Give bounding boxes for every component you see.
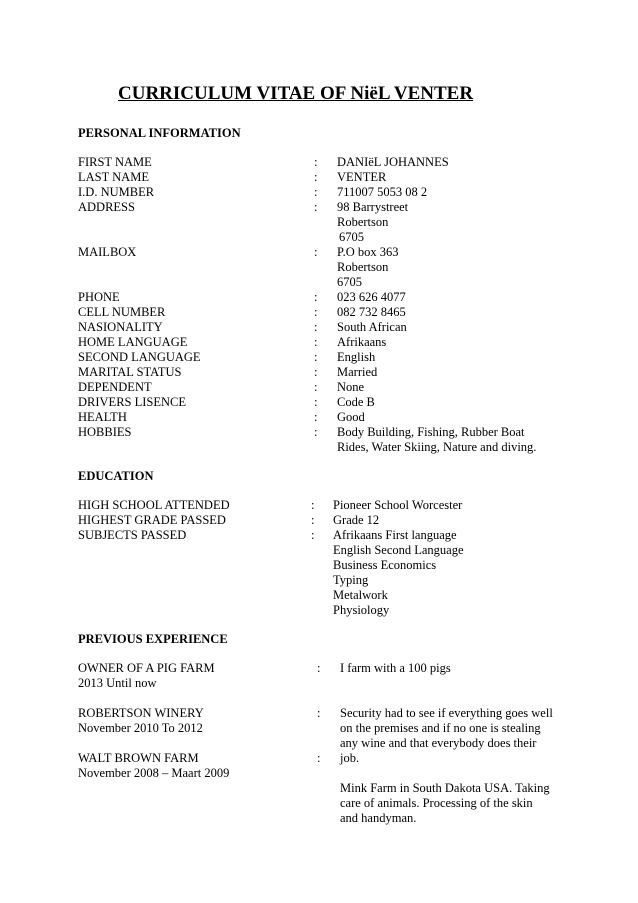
field-value: South African (337, 320, 407, 334)
field-value-continued: 6705 (339, 230, 364, 244)
field-value: Grade 12 (333, 513, 380, 527)
field-value: Afrikaans First language (333, 528, 457, 542)
field-colon: : (314, 365, 318, 379)
field-colon: : (314, 245, 318, 259)
field-label: MAILBOX (78, 245, 137, 259)
field-colon: : (311, 498, 315, 512)
job-title: OWNER OF A PIG FARM (78, 661, 215, 675)
job-description: on the premises and if no one is stealing (340, 721, 541, 735)
field-value-continued: Robertson (337, 215, 389, 229)
job-description: job. (340, 751, 360, 765)
field-colon: : (314, 185, 318, 199)
field-value: Code B (337, 395, 375, 409)
job-description: and handyman. (340, 811, 417, 825)
job-period: November 2010 To 2012 (78, 721, 203, 735)
field-colon: : (314, 170, 318, 184)
subject-item: Metalwork (333, 588, 388, 602)
job-description: care of animals. Processing of the skin (340, 796, 533, 810)
field-colon: : (314, 395, 318, 409)
section-heading-experience: PREVIOUS EXPERIENCE (78, 632, 228, 646)
field-value: 023 626 4077 (337, 290, 406, 304)
field-value: 082 732 8465 (337, 305, 406, 319)
field-colon: : (314, 425, 318, 439)
field-value-continued: Rides, Water Skiing, Nature and diving. (337, 440, 537, 454)
field-colon: : (311, 528, 315, 542)
subject-item: English Second Language (333, 543, 464, 557)
field-label: DEPENDENT (78, 380, 152, 394)
field-value: Pioneer School Worcester (333, 498, 463, 512)
field-colon: : (314, 290, 318, 304)
field-label: PHONE (78, 290, 120, 304)
section-heading-personal: PERSONAL INFORMATION (78, 126, 241, 140)
job-period: 2013 Until now (78, 676, 157, 690)
field-label: I.D. NUMBER (78, 185, 155, 199)
field-value: P.O box 363 (337, 245, 399, 259)
field-label: NASIONALITY (78, 320, 163, 334)
field-label: HIGHEST GRADE PASSED (78, 513, 226, 527)
subject-item: Business Economics (333, 558, 437, 572)
subject-item: Typing (333, 573, 369, 587)
field-label: SUBJECTS PASSED (78, 528, 187, 542)
job-colon: : (317, 751, 321, 765)
field-colon: : (314, 320, 318, 334)
job-colon: : (317, 661, 321, 675)
page-title: CURRICULUM VITAE OF NiëL VENTER (118, 83, 474, 104)
job-title: WALT BROWN FARM (78, 751, 199, 765)
field-colon: : (314, 155, 318, 169)
field-colon: : (314, 335, 318, 349)
field-label: DRIVERS LISENCE (78, 395, 186, 409)
field-value: Afrikaans (337, 335, 387, 349)
field-value-continued: Robertson (337, 260, 389, 274)
field-label: FIRST NAME (78, 155, 152, 169)
field-label: ADDRESS (78, 200, 135, 214)
field-label: SECOND LANGUAGE (78, 350, 201, 364)
job-description: Mink Farm in South Dakota USA. Taking (340, 781, 550, 795)
field-label: LAST NAME (78, 170, 149, 184)
field-colon: : (314, 380, 318, 394)
field-colon: : (314, 200, 318, 214)
field-colon: : (314, 350, 318, 364)
field-value: Married (337, 365, 378, 379)
job-title: ROBERTSON WINERY (78, 706, 204, 720)
job-period: November 2008 – Maart 2009 (78, 766, 230, 780)
field-value: English (337, 350, 376, 364)
subject-item: Physiology (333, 603, 390, 617)
field-value: 711007 5053 08 2 (337, 185, 428, 199)
field-value-continued: 6705 (337, 275, 362, 289)
field-colon: : (314, 305, 318, 319)
field-label: HEALTH (78, 410, 127, 424)
field-label: HOME LANGUAGE (78, 335, 188, 349)
job-description: I farm with a 100 pigs (340, 661, 451, 675)
field-label: HIGH SCHOOL ATTENDED (78, 498, 230, 512)
field-value: Good (337, 410, 365, 424)
job-colon: : (317, 706, 321, 720)
field-colon: : (311, 513, 315, 527)
field-value: DANIëL JOHANNES (337, 155, 449, 169)
field-value: 98 Barrystreet (337, 200, 409, 214)
job-description: any wine and that everybody does their (340, 736, 537, 750)
field-label: HOBBIES (78, 425, 132, 439)
field-label: CELL NUMBER (78, 305, 166, 319)
field-label: MARITAL STATUS (78, 365, 182, 379)
job-description: Security had to see if everything goes well (340, 706, 553, 720)
field-value: None (337, 380, 365, 394)
section-heading-education: EDUCATION (78, 469, 154, 483)
field-value: VENTER (337, 170, 387, 184)
field-value: Body Building, Fishing, Rubber Boat (337, 425, 525, 439)
field-colon: : (314, 410, 318, 424)
